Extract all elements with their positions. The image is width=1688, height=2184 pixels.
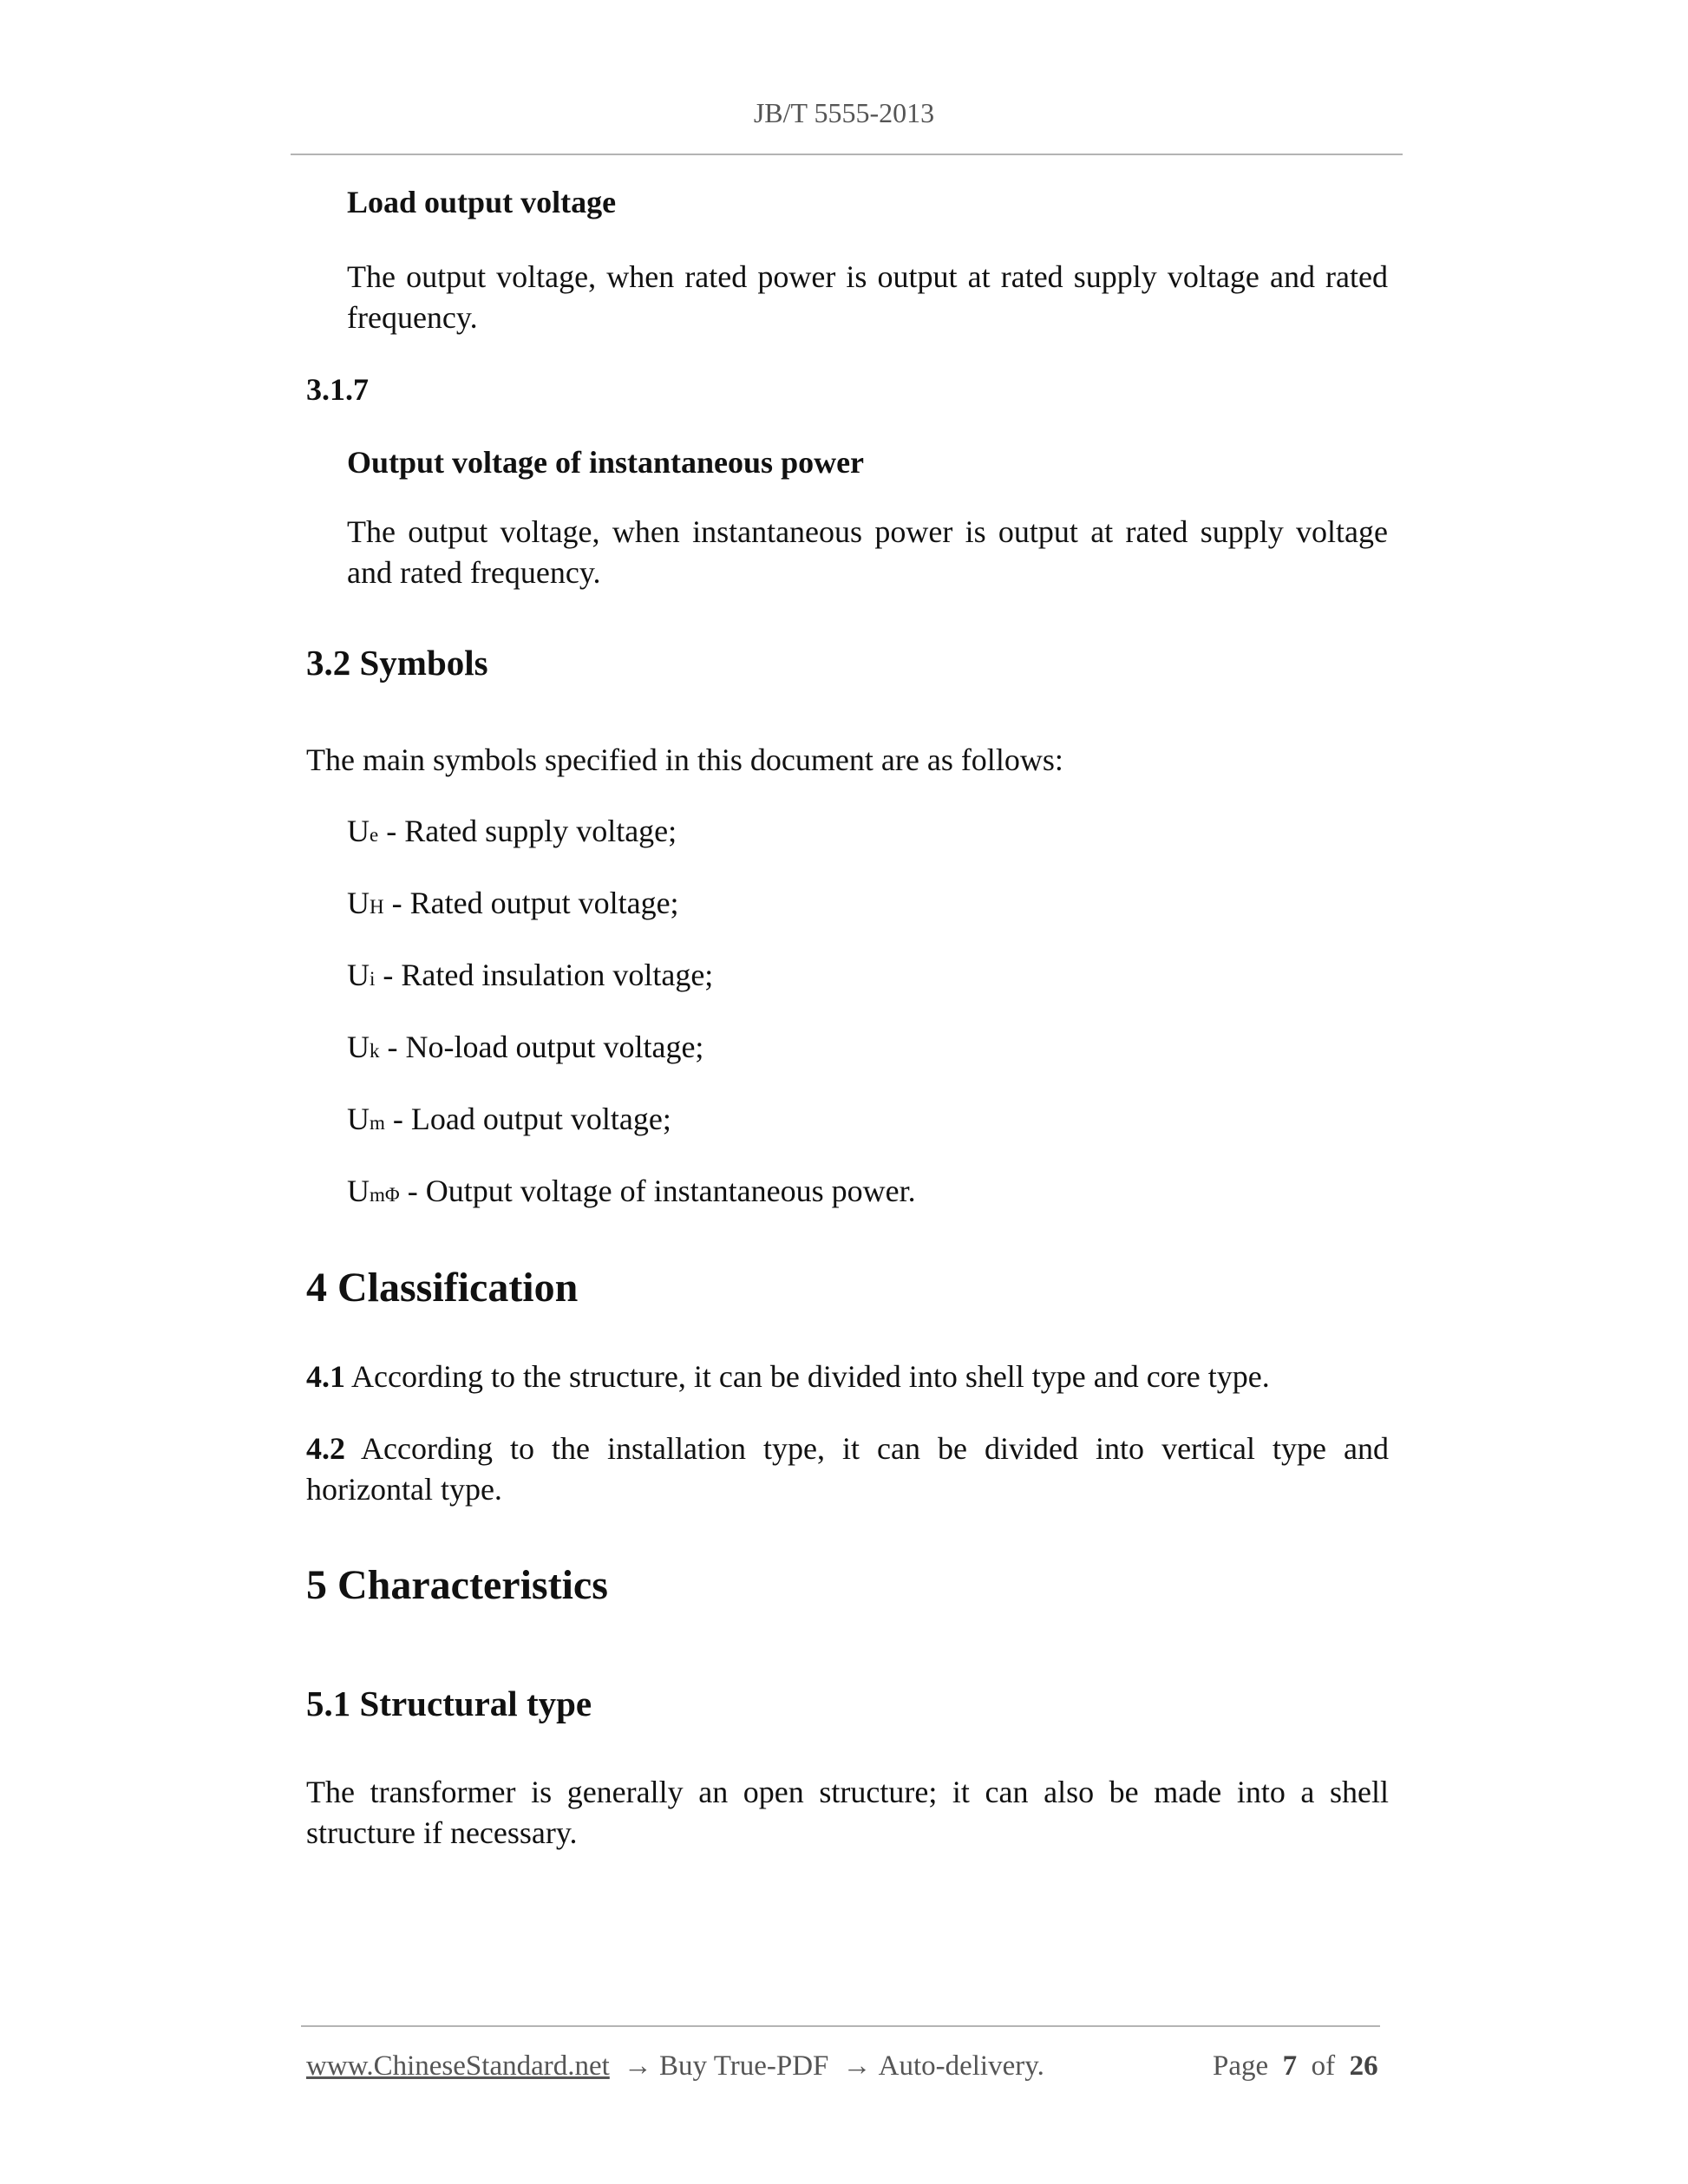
clause-number: 4.1 xyxy=(306,1359,345,1394)
symbol-description: - Load output voltage; xyxy=(384,1102,671,1136)
auto-delivery-text: Auto-delivery. xyxy=(878,2050,1044,2082)
clause-number: 4.2 xyxy=(306,1431,345,1466)
arrow-right-icon: → xyxy=(624,2050,653,2082)
classification-item-4-1 xyxy=(306,1357,1389,1397)
symbol-item xyxy=(347,1029,703,1065)
symbol-item xyxy=(347,885,679,921)
symbol-item xyxy=(347,1173,916,1209)
symbol-subscript: i xyxy=(370,968,376,990)
definition-output-voltage-instantaneous: The output voltage, when instantaneous power is output at rated supply voltage and rated frequency. xyxy=(347,514,1388,590)
symbol-item xyxy=(347,1101,671,1137)
current-page-number: 7 xyxy=(1282,2050,1298,2082)
symbol-letter: U xyxy=(347,886,370,920)
symbol-description: - Rated insulation voltage; xyxy=(375,958,714,992)
buy-pdf-link[interactable]: Buy True-PDF xyxy=(659,2050,829,2082)
clause-text: According to the structure, it can be divided into shell type and core type. xyxy=(345,1359,1270,1394)
symbol-letter: U xyxy=(347,814,370,848)
symbol-description: - Rated supply voltage; xyxy=(378,814,677,848)
clause-text: According to the installation type, it can be divided into vertical type and horizontal type. xyxy=(306,1431,1389,1507)
header-divider xyxy=(291,154,1403,155)
term-load-output-voltage: Load output voltage xyxy=(347,185,617,219)
symbol-item xyxy=(347,813,677,849)
section-heading-classification: 4 Classification xyxy=(306,1265,579,1311)
footer-promo xyxy=(306,2050,1044,2083)
subsection-heading-structural-type: 5.1 Structural type xyxy=(306,1684,592,1723)
page-indicator xyxy=(1213,2050,1378,2083)
total-page-count: 26 xyxy=(1349,2050,1378,2082)
document-number-header: JB/T 5555-2013 xyxy=(753,97,935,128)
classification-item-4-2 xyxy=(306,1429,1389,1510)
symbol-subscript: H xyxy=(370,896,384,918)
term-output-voltage-instantaneous: Output voltage of instantaneous power xyxy=(347,445,865,480)
of-label: of xyxy=(1311,2050,1336,2082)
clause-number-3-1-7: 3.1.7 xyxy=(306,372,369,407)
section-heading-symbols: 3.2 Symbols xyxy=(306,643,488,683)
symbol-letter: U xyxy=(347,958,370,992)
symbol-letter: U xyxy=(347,1030,370,1064)
symbol-description: - Rated output voltage; xyxy=(383,886,679,920)
definition-load-output-voltage: The output voltage, when rated power is output at rated supply voltage and rated frequency. xyxy=(347,259,1388,335)
site-link[interactable]: www.ChineseStandard.net xyxy=(306,2050,610,2082)
symbols-intro: The main symbols specified in this document are as follows: xyxy=(306,742,1063,777)
structural-type-paragraph: The transformer is generally an open structure; it can also be made into a shell structure if necessary. xyxy=(306,1775,1389,1850)
page-label: Page xyxy=(1213,2050,1269,2082)
footer-divider xyxy=(301,2025,1380,2027)
symbol-letter: U xyxy=(347,1174,370,1208)
symbol-subscript: mΦ xyxy=(370,1184,400,1206)
arrow-right-icon: → xyxy=(842,2050,872,2082)
section-heading-characteristics: 5 Characteristics xyxy=(306,1562,608,1608)
symbol-description: - No-load output voltage; xyxy=(379,1030,704,1064)
symbol-subscript: k xyxy=(370,1040,380,1062)
symbol-letter: U xyxy=(347,1102,370,1136)
symbol-description: - Output voltage of instantaneous power. xyxy=(399,1174,916,1208)
symbol-item xyxy=(347,957,713,993)
symbol-subscript: m xyxy=(370,1112,385,1134)
symbol-subscript: e xyxy=(370,824,379,846)
